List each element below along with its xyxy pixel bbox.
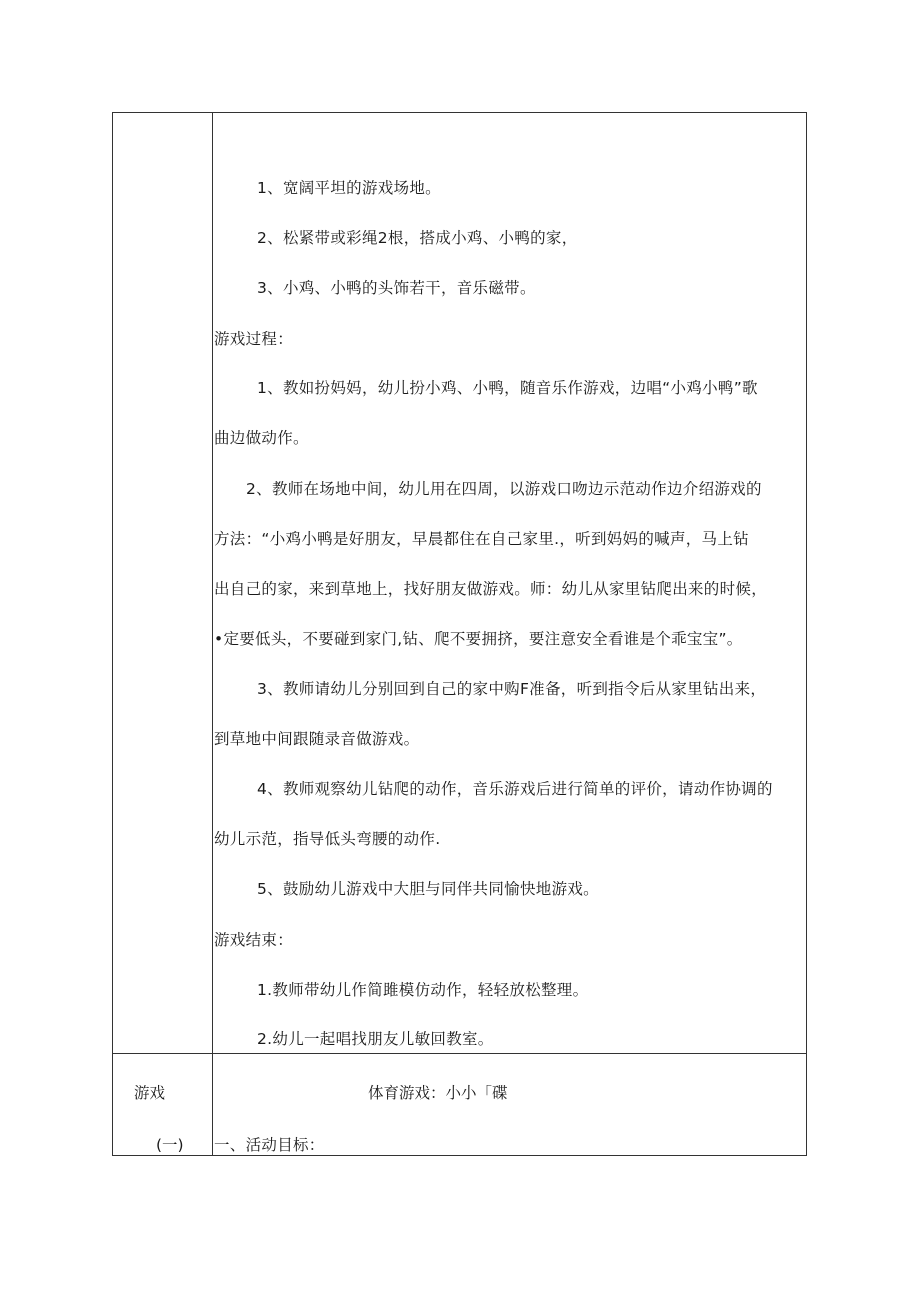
- text-line: 幼儿示范，指导低头弯腰的动作.: [214, 830, 441, 848]
- row-label-game: 游戏: [134, 1084, 166, 1102]
- text-line: 曲边做动作。: [214, 429, 309, 447]
- table-column-divider: [212, 112, 213, 1156]
- text-line: 2、教师在场地中间，幼儿用在四周，以游戏口吻边示范动作边介绍游戏的: [246, 480, 762, 498]
- section-heading: 游戏结束：: [214, 931, 294, 949]
- activity-title: 体育游戏：小小「碟: [368, 1084, 508, 1102]
- section-heading: 一、活动目标：: [214, 1136, 325, 1154]
- table-row-divider: [112, 1053, 807, 1054]
- text-line: 3、教师请幼儿分别回到自己的家中购F准备，听到指令后从家里钻出来，: [257, 680, 767, 698]
- text-line: 4、教师观察幼儿钻爬的动作，音乐游戏后进行简单的评价，请动作协调的: [257, 780, 773, 798]
- text-line: •定要低头，不要碰到家门,钻、爬不要拥挤，要注意安全看谁是个乖宝宝”。: [214, 630, 743, 648]
- text-line: 出自己的家，来到草地上，找好朋友做游戏。师：幼儿从家里钻爬出来的时候，: [214, 580, 768, 598]
- text-line: 3、小鸡、小鸭的头饰若干，音乐磁带。: [257, 279, 536, 297]
- text-line: 方法：“小鸡小鸭是好朋友，早晨都住在自己家里.，听到妈妈的喊声，马上钻: [214, 530, 749, 548]
- text-line: 2.幼儿一起唱找朋友儿敏回教室。: [257, 1030, 494, 1048]
- text-line: 1、教如扮妈妈，幼儿扮小鸡、小鸭，随音乐作游戏，边唱“小鸡小鸭”歌: [257, 379, 758, 397]
- text-line: 1、宽阔平坦的游戏场地。: [257, 179, 441, 197]
- text-line: 到草地中间跟随录音做游戏。: [214, 730, 420, 748]
- row-label-number: (一): [156, 1136, 184, 1154]
- text-line: 2、松紧带或彩绳2根，搭成小鸡、小鸭的家，: [257, 229, 578, 247]
- section-heading: 游戏过程：: [214, 330, 294, 348]
- text-line: 5、鼓励幼儿游戏中大胆与同伴共同愉快地游戏。: [257, 880, 599, 898]
- text-line: 1.教师带幼儿作简雎模仿动作，轻轻放松整理。: [257, 981, 589, 999]
